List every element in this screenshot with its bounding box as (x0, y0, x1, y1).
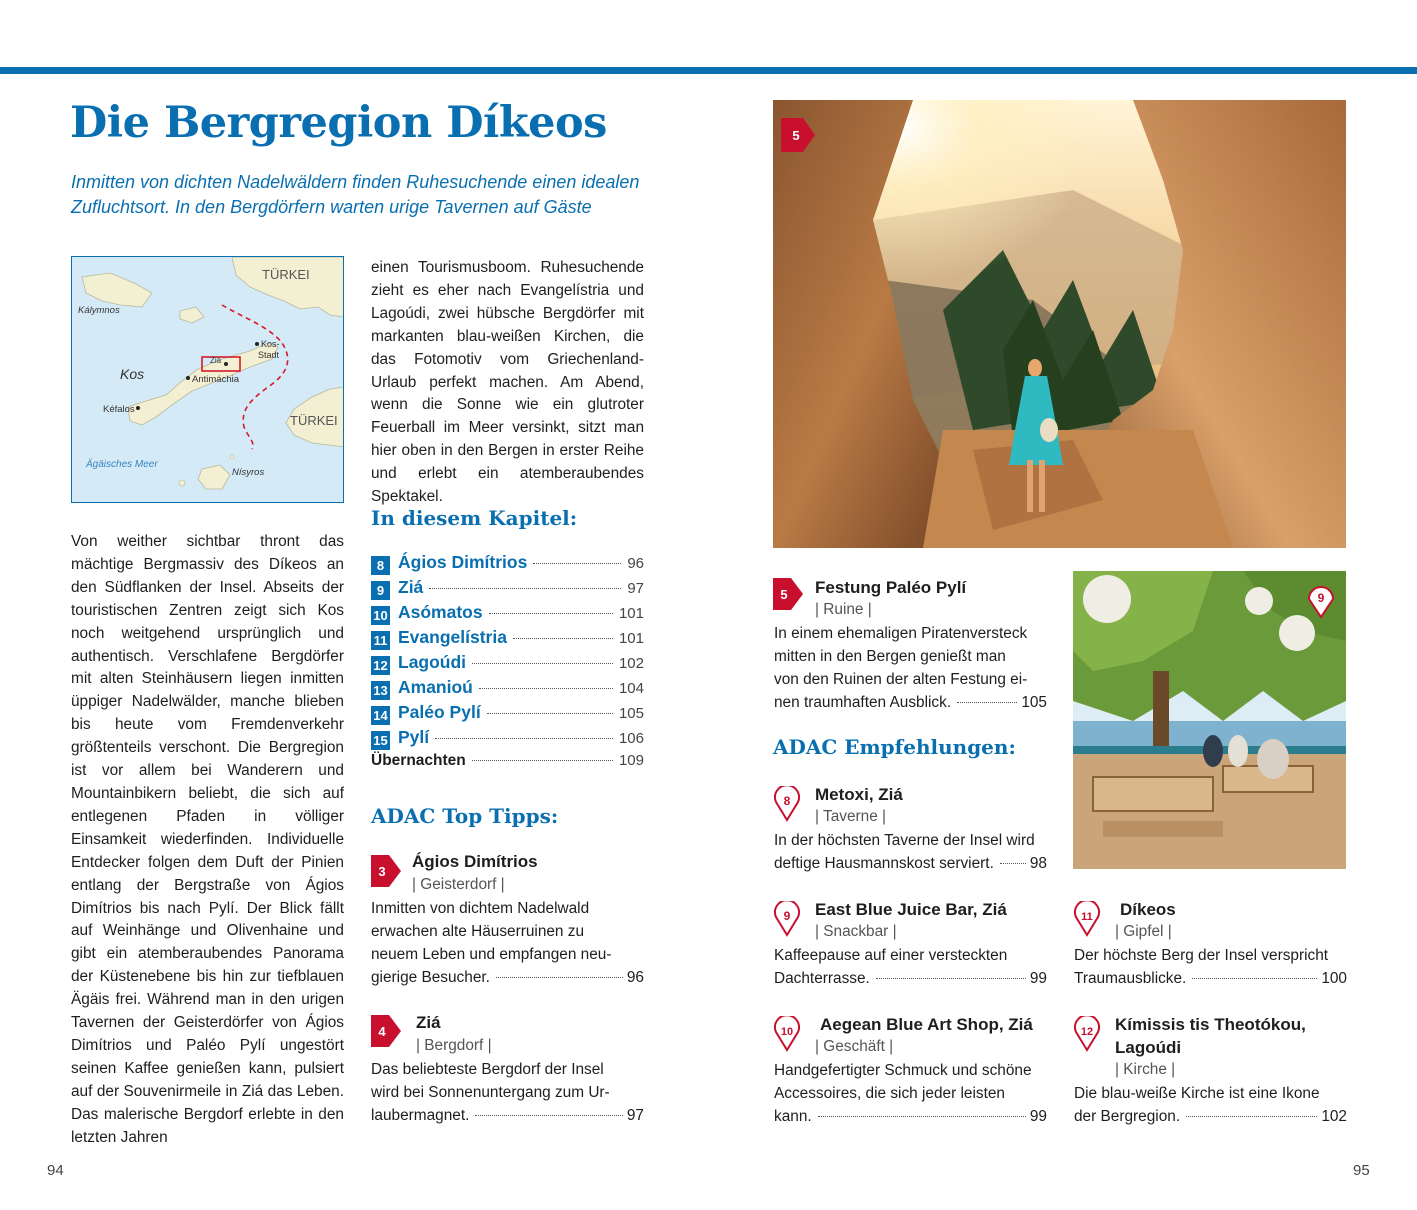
recommendation-pin-icon (773, 1016, 801, 1052)
map-label-nisyros: Nísyros (232, 467, 265, 478)
toc-number: 12 (371, 656, 390, 675)
toc-number: 8 (371, 556, 390, 575)
toc-number: 11 (371, 631, 390, 650)
toc-name: Übernachten (371, 752, 466, 769)
toc-row[interactable] (371, 602, 644, 627)
rec-category: | Geschäft | (815, 1038, 894, 1055)
toc-name: Lagoúdi (398, 652, 467, 672)
leader-dots (533, 563, 621, 564)
svg-text:5: 5 (792, 128, 800, 143)
rec-category: | Snackbar | (815, 923, 897, 940)
toc-name: Evangelístria (398, 627, 507, 647)
toc-name: Amanioú (398, 677, 473, 697)
tip-description: Das beliebteste Bergdorf der Insel wird bei Sonnenuntergang zum Ur- laubermagnet. 97 (371, 1059, 644, 1128)
toc-page: 101 (618, 605, 644, 622)
map-label-kefalos: Kéfalos (103, 404, 135, 415)
rec-description: Die blau-weiße Kirche ist eine Ikone der Bergregion. 102 (1074, 1083, 1347, 1129)
map-label-aegean-sea: Ägäisches Meer (86, 459, 158, 470)
tip-title: Festung Paléo Pylí (815, 578, 967, 597)
tip-category: | Bergdorf | (416, 1037, 492, 1054)
recommendation-pin-icon (1073, 901, 1101, 937)
recommendation-pin-icon (773, 786, 801, 822)
body-text-column-2: einen Tourismusboom. Ruhesuchende zieht es eher nach Evangelístria und Lagoúdi, zwei hübsche Bergdörfer mit markanten blau-weißen Kirchen, die das Fotomotiv vom Griechenland-Urlaub perfekt machen. Am Abend, wenn die Sonne wie ein glutroter Feuerball im Meer versinkt, sitzt man hier oben in den Bergen in erster Reihe und erlebt ein atemberaubendes Spektakel. (371, 259, 644, 506)
rec-category: | Kirche | (1115, 1061, 1176, 1078)
toc-row[interactable] (371, 577, 644, 602)
chapter-toc (371, 552, 644, 777)
tip-description: Inmitten von dichtem Nadelwald erwachen alte Häuserruinen zu neuem Leben und empfangen neu- gierige Besucher. 96 (371, 898, 644, 990)
map-label-tuerkei-right: TÜRKEI (290, 413, 338, 428)
top-tip-marker-icon (371, 1007, 401, 1051)
svg-text:9: 9 (1317, 591, 1325, 605)
tip-title: Ágios Dimítrios (412, 852, 538, 871)
toc-name: Ágios Dimítrios (398, 552, 528, 572)
svg-text:8: 8 (783, 794, 791, 808)
leader-dots (472, 663, 613, 664)
toc-row-overnight[interactable] (371, 752, 644, 777)
photo-ruin-fortress (773, 100, 1346, 548)
svg-text:4: 4 (378, 1024, 386, 1039)
top-tip-marker-icon (371, 847, 401, 891)
rec-title: Aegean Blue Art Shop, Ziá (820, 1015, 1033, 1034)
svg-text:3: 3 (378, 864, 386, 879)
rec-category: | Taverne | (815, 808, 887, 825)
tip-page: 105 (1021, 693, 1047, 711)
toc-page: 109 (618, 752, 644, 769)
tip-category: | Geisterdorf | (412, 876, 505, 893)
map-label-zia: Ziá (210, 356, 222, 365)
rec-page: 99 (1029, 969, 1047, 987)
map-label-kos-stadt-2: Stadt (258, 350, 280, 360)
top-tips-heading: ADAC Top Tipps: (371, 804, 559, 828)
photo-rooftop-terrace (1073, 571, 1346, 869)
leader-dots (513, 638, 613, 639)
toc-page: 101 (618, 630, 644, 647)
tip-title: Ziá (416, 1013, 441, 1032)
photo-marker-icon (1306, 583, 1336, 619)
rec-page: 102 (1321, 1107, 1347, 1125)
tip-category: | Ruine | (815, 601, 872, 618)
toc-page: 102 (618, 655, 644, 672)
leader-dots (429, 588, 621, 589)
rec-title-line-2: Lagoúdi (1115, 1038, 1182, 1057)
toc-name: Paléo Pylí (398, 702, 481, 722)
page-number-left: 94 (47, 1162, 64, 1179)
rec-title: East Blue Juice Bar, Ziá (815, 900, 1007, 919)
tip-page: 97 (626, 1106, 644, 1124)
rec-page: 100 (1321, 969, 1347, 987)
toc-row[interactable] (371, 627, 644, 652)
toc-name: Asómatos (398, 602, 483, 622)
toc-row[interactable] (371, 652, 644, 677)
rec-description: Kaffeepause auf einer versteckten Dachterrasse. 99 (774, 945, 1047, 991)
toc-number: 9 (371, 581, 390, 600)
top-tip-marker-icon (773, 570, 803, 614)
toc-page: 97 (627, 580, 644, 597)
rec-category: | Gipfel | (1115, 923, 1172, 940)
rec-description: Der höchste Berg der Insel verspricht Traumausblicke. 100 (1074, 945, 1347, 991)
tip-page: 96 (626, 968, 644, 986)
toc-page: 104 (618, 680, 644, 697)
body-text-column-1: Von weither sichtbar thront das mächtige Bergmassiv des Díkeos an den Südflanken der Insel. Abseits der touristischen Zentren zeigt sich Kos noch weitgehend ursprünglich und authentisch. Verschlafene Bergdörfer mit alten Steinhäusern liegen inmitten üppiger Nadelwälder, manche blieben bis heute vom Fremdenverkehr größtenteils verschont. Die Bergregion ist vor allem bei Wanderern und Mountainbikern beliebt, die sich auf entlegenen Pfaden in völliger Einsamkeit wiederfinden. Individuelle Entdecker folgen dem Duft der Pinien entlang der Bergstraße von Ágios Dimítrios bis nach Pylí. Der Blick fällt auf Weinhänge und Olivenhaine und gibt ein atemberaubendes Panorama der Küstenebene bis hin zur tiefblauen Ägäis frei. Während man in den urigen Tavernen der Geisterdörfer von Ágios Dimítrios und Paléo Pylí ungestört seinen Kaffee genießen kann, pulsiert auf der Souvenirmeile in Ziá das Leben. Das malerische Bergdorf erlebte in den letzten Jahren (71, 533, 344, 1146)
leader-dots (435, 738, 613, 739)
page-number-right: 95 (1353, 1162, 1370, 1179)
recommendations-heading: ADAC Empfehlungen: (773, 735, 1016, 759)
toc-row[interactable] (371, 727, 644, 752)
rec-title: Díkeos (1120, 900, 1176, 919)
leader-dots (487, 713, 613, 714)
toc-page: 105 (618, 705, 644, 722)
svg-text:10: 10 (780, 1026, 794, 1038)
photo-marker-icon (781, 114, 817, 156)
toc-name: Pylí (398, 727, 430, 747)
toc-row[interactable] (371, 552, 644, 577)
top-color-bar (0, 67, 1417, 74)
toc-page: 96 (627, 555, 644, 572)
map-label-kos: Kos (120, 366, 145, 382)
toc-number: 15 (371, 731, 390, 750)
rec-description: Handgefertigter Schmuck und schöne Accessoires, die sich jeder leisten kann. 99 (774, 1060, 1047, 1129)
rec-title: Kímissis tis Theotókou, (1115, 1015, 1306, 1034)
toc-number: 14 (371, 706, 390, 725)
rec-description: In der höchsten Taverne der Insel wird deftige Hausmannskost serviert. 98 (774, 830, 1047, 876)
recommendation-pin-icon (773, 901, 801, 937)
svg-text:9: 9 (783, 909, 791, 923)
svg-text:12: 12 (1080, 1026, 1094, 1038)
leader-dots (472, 760, 613, 761)
recommendation-pin-icon (1073, 1016, 1101, 1052)
tip-description: In einem ehemaligen Piratenversteck mitten in den Bergen genießt man von den Ruinen der alten Festung ei- nen traumhaften Ausblick. 105 (774, 623, 1047, 715)
map-label-tuerkei-top: TÜRKEI (262, 267, 310, 282)
page-title: Die Bergregion Díkeos (70, 98, 607, 148)
toc-page: 106 (618, 730, 644, 747)
toc-row[interactable] (371, 677, 644, 702)
region-map (71, 256, 344, 503)
leader-dots (479, 688, 613, 689)
toc-number: 10 (371, 606, 390, 625)
map-label-antimachia: Antimáchia (192, 374, 239, 385)
toc-number: 13 (371, 681, 390, 700)
svg-text:11: 11 (1081, 911, 1093, 923)
svg-text:5: 5 (780, 587, 788, 602)
chapter-heading: In diesem Kapitel: (371, 506, 578, 530)
intro-text: Inmitten von dichten Nadelwäldern finden Ruhesuchende einen idealen Zufluchtsort. In den Bergdörfern warten urige Tavernen auf Gäste (71, 172, 640, 217)
rec-page: 98 (1029, 854, 1047, 872)
map-label-kos-stadt-1: Kos- (261, 339, 280, 349)
leader-dots (489, 613, 613, 614)
map-label-kalymnos: Kálymnos (78, 305, 120, 316)
toc-row[interactable] (371, 702, 644, 727)
rec-page: 99 (1029, 1107, 1047, 1125)
toc-name: Ziá (398, 577, 424, 597)
rec-title: Metoxi, Ziá (815, 785, 903, 804)
